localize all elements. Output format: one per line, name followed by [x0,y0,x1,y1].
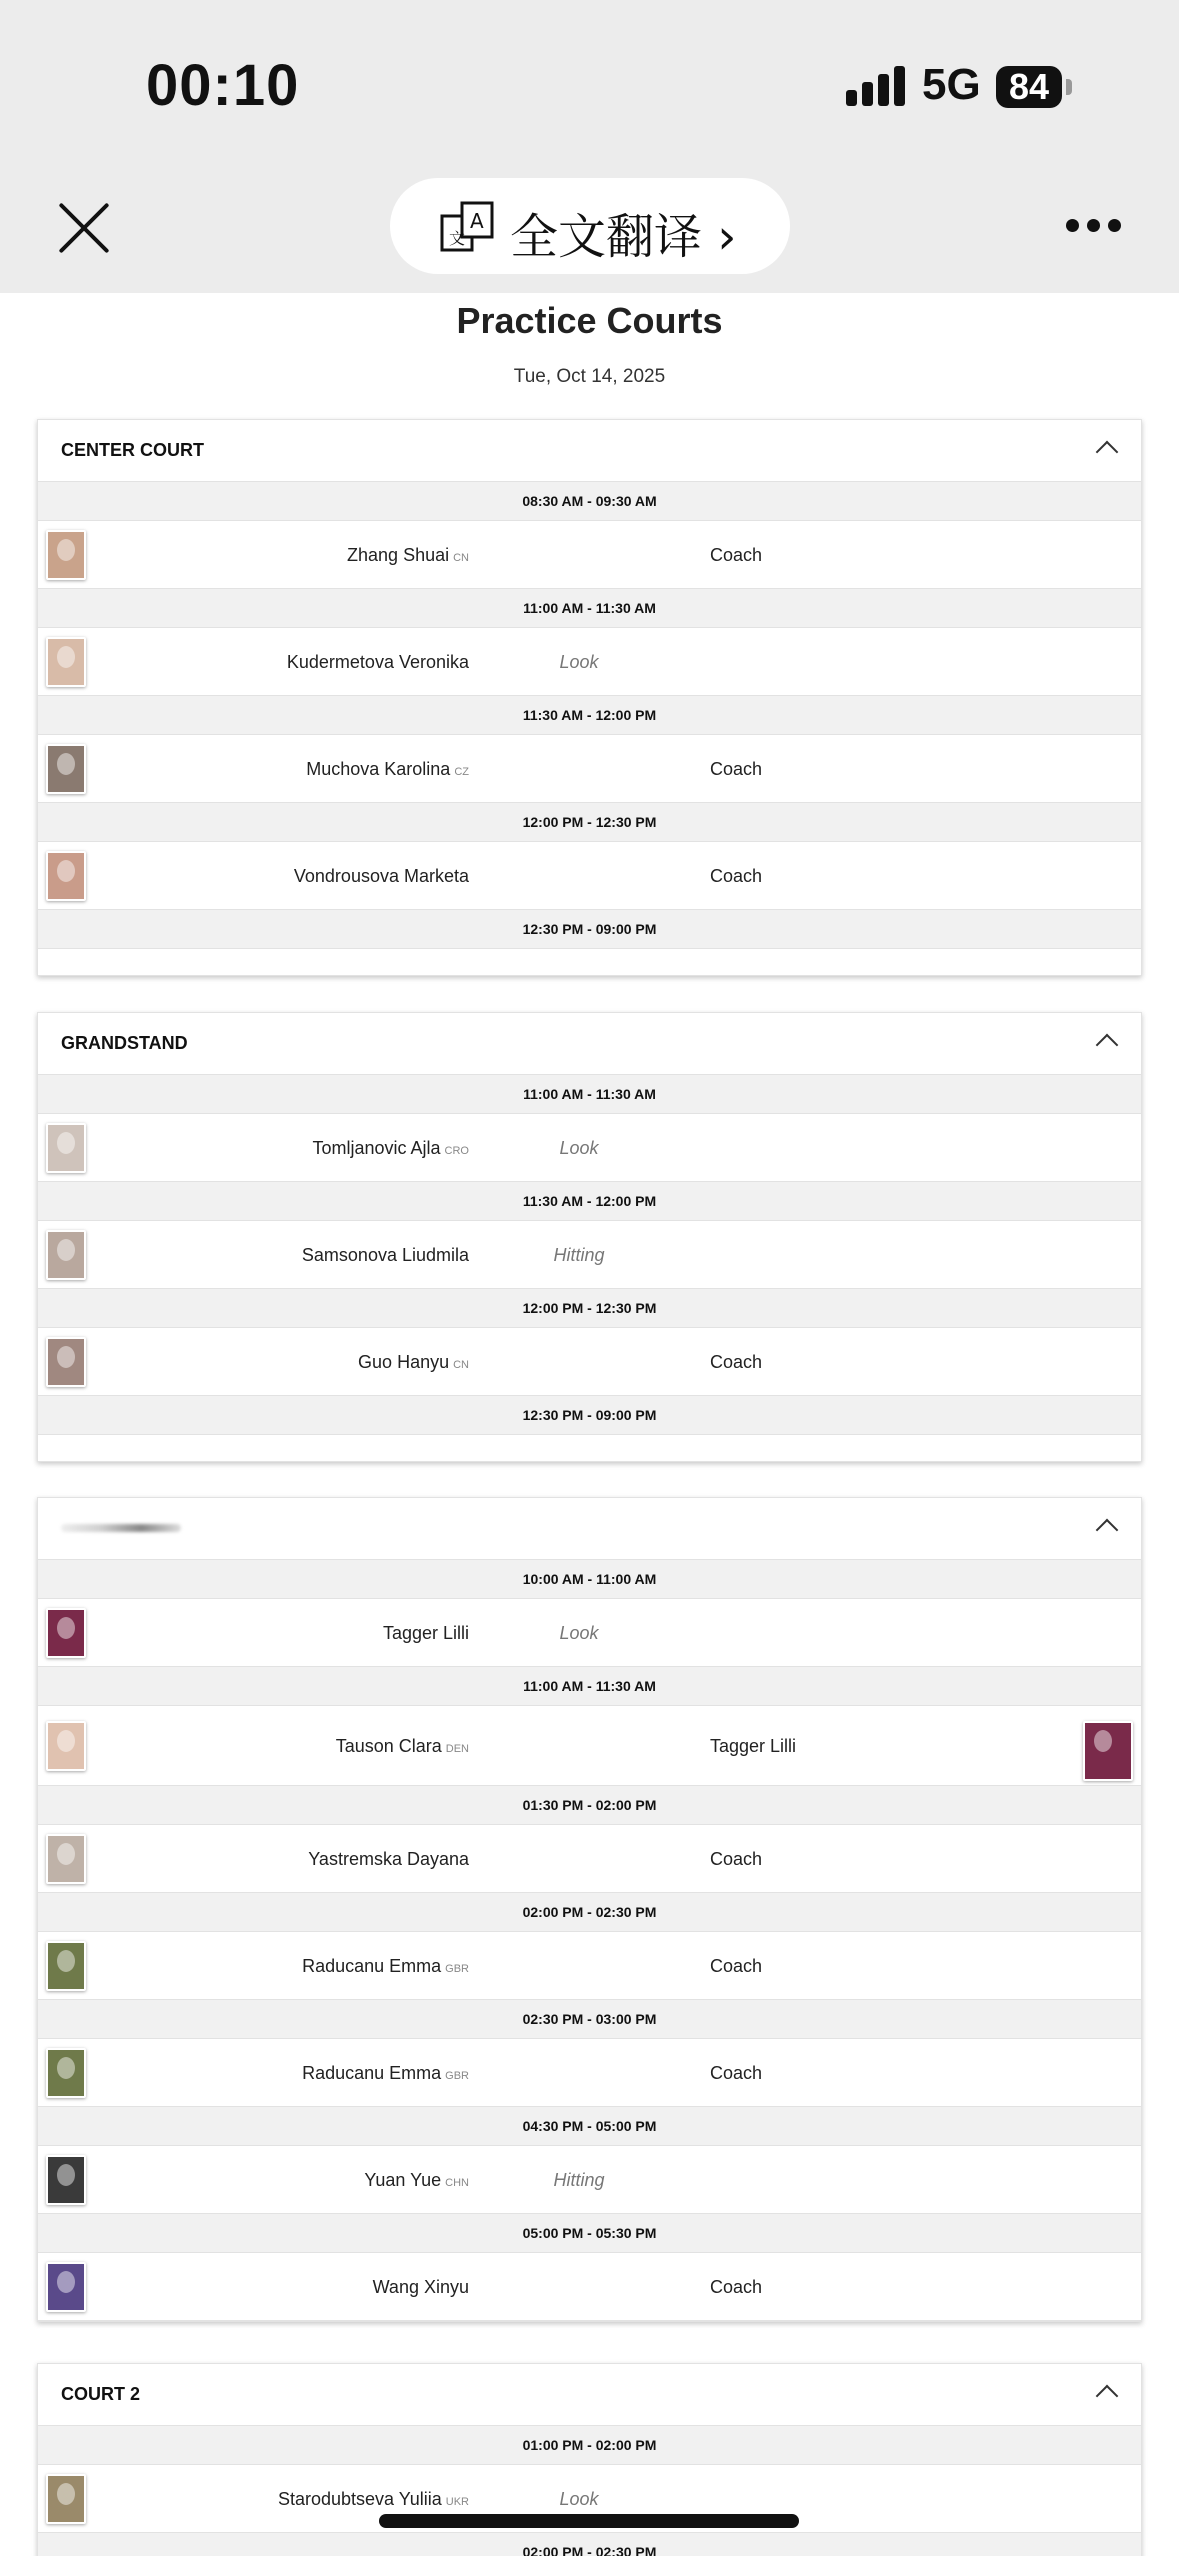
partner-name: Coach [710,545,763,565]
time-slot: 11:30 AM - 12:00 PM [38,1182,1141,1221]
partner-name: Coach [710,1352,763,1372]
more-options-button[interactable] [1066,219,1122,233]
player-country: GBR [445,2070,469,2082]
activity-label: Hitting [553,1245,605,1265]
player-name[interactable] [302,2039,469,2110]
player-country: CRO [444,1145,469,1157]
activity-label: Look [559,2489,599,2509]
svg-text:文: 文 [449,229,466,248]
player-name[interactable] [302,1932,469,2003]
player-name-text: Raducanu Emma [302,2063,442,2083]
court-card [37,419,1142,976]
time-slot: 02:00 PM - 02:30 PM [38,1893,1141,1932]
practice-row[interactable] [38,1114,1141,1182]
signal-icon [846,66,906,106]
battery-nub [1066,79,1072,95]
player-name-text: Yuan Yue [364,2170,442,2190]
player-name-text: Zhang Shuai [347,545,450,565]
time-slot: 02:00 PM - 02:30 PM [38,2533,1141,2556]
time-slot: 12:00 PM - 12:30 PM [38,803,1141,842]
home-indicator [379,2514,799,2528]
translate-icon [440,200,494,254]
player-name[interactable] [364,2146,469,2217]
svg-text:A: A [470,209,484,233]
player-country: UKR [445,2496,469,2508]
player-country: CHN [445,2177,469,2189]
court-name [61,1524,181,1532]
partner-name: Coach [710,2277,763,2297]
player-name-text: Guo Hanyu [358,1352,450,1372]
time-slot: 01:00 PM - 02:00 PM [38,2426,1141,2465]
player-avatar [46,2048,86,2098]
practice-row[interactable] [38,521,1141,589]
activity-label: Look [559,1138,599,1158]
practice-row[interactable] [38,628,1141,696]
translate-label: 全文翻译 › [510,209,737,265]
player-name[interactable] [373,2253,469,2321]
time-slot: 08:30 AM - 09:30 AM [38,482,1141,521]
page-title: Practice Courts [456,300,723,341]
player-avatar [46,1941,86,1991]
court-header[interactable] [38,2364,1141,2426]
page-date: Tue, Oct 14, 2025 [513,366,666,387]
player-name[interactable] [287,628,469,696]
time-slot: 01:30 PM - 02:00 PM [38,1786,1141,1825]
player-avatar [46,530,86,580]
court-header[interactable] [38,1498,1141,1560]
player-country: DEN [445,1743,469,1755]
partner-name: Coach [710,759,763,779]
practice-row[interactable] [38,1328,1141,1396]
chevron-up-icon[interactable] [1096,441,1119,464]
player-name-text: Starodubtseva Yuliia [277,2489,442,2509]
time-slot: 12:30 PM - 09:00 PM [38,1396,1141,1435]
player-name-text: Yastremska Dayana [308,1849,469,1869]
status-time: 00:10 [146,53,300,118]
practice-row[interactable] [38,2253,1141,2321]
player-name[interactable] [347,521,469,592]
activity-label: Look [559,652,599,672]
player-name-text: Muchova Karolina [306,759,451,779]
player-avatar [46,2474,86,2524]
partner-name: Coach [710,1956,763,1976]
empty-row [38,1435,1141,1461]
player-avatar [46,744,86,794]
player-avatar [46,1721,86,1771]
court-card [37,1497,1142,2322]
player-name[interactable] [308,1825,469,1893]
player-name-text: Wang Xinyu [372,2277,469,2297]
practice-row[interactable] [38,1706,1141,1786]
player-country: CN [453,552,469,564]
court-card [37,1012,1142,1462]
court-header[interactable] [38,420,1141,482]
activity-label: Hitting [553,2170,605,2190]
partner-name: Coach [710,866,763,886]
partner-name: Coach [710,1849,763,1869]
time-slot: 11:00 AM - 11:30 AM [38,1075,1141,1114]
practice-row[interactable] [38,1221,1141,1289]
partner-avatar [1083,1721,1133,1781]
player-name-text: Tagger Lilli [382,1623,469,1643]
partner-name: Tagger Lilli [710,1736,797,1756]
player-name-text: Tomljanovic Ajla [312,1138,441,1158]
practice-row[interactable] [38,2146,1141,2214]
player-name-text: Samsonova Liudmila [301,1245,469,1265]
player-name[interactable] [336,1706,469,1789]
chevron-up-icon[interactable] [1096,1519,1119,1542]
partner-name: Coach [710,2063,763,2083]
battery-icon: 84 [996,66,1062,108]
player-name[interactable] [306,735,469,806]
court-header[interactable] [38,1013,1141,1075]
practice-row[interactable] [38,842,1141,910]
player-name[interactable] [383,1599,469,1667]
activity-label: Look [559,1623,599,1643]
time-slot: 05:00 PM - 05:30 PM [38,2214,1141,2253]
player-name[interactable] [312,1114,469,1185]
practice-row[interactable] [38,735,1141,803]
player-country: CN [453,1359,469,1371]
player-name-text: Raducanu Emma [302,1956,442,1976]
player-name-text: Vondrousova Marketa [293,866,469,886]
time-slot: 04:30 PM - 05:00 PM [38,2107,1141,2146]
court-name: CENTER COURT [61,440,204,460]
player-avatar [46,1337,86,1387]
time-slot: 02:30 PM - 03:00 PM [38,2000,1141,2039]
practice-row[interactable] [38,1825,1141,1893]
player-avatar [46,1834,86,1884]
player-name[interactable] [302,1221,469,1289]
close-button[interactable] [56,200,112,256]
practice-row[interactable] [38,1932,1141,2000]
chevron-up-icon[interactable] [1096,2385,1119,2408]
player-avatar [46,1123,86,1173]
player-avatar [46,637,86,687]
empty-row [38,949,1141,975]
network-type: 5G [922,60,981,109]
time-slot: 11:30 AM - 12:00 PM [38,696,1141,735]
player-avatar [46,2155,86,2205]
player-avatar [46,1230,86,1280]
time-slot: 12:00 PM - 12:30 PM [38,1289,1141,1328]
player-name-text: Kudermetova Veronika [286,652,469,672]
translate-button[interactable] [390,178,790,274]
court-name: GRANDSTAND [61,1033,188,1053]
time-slot: 10:00 AM - 11:00 AM [38,1560,1141,1599]
practice-row[interactable] [38,1599,1141,1667]
player-country: GBR [445,1963,469,1975]
player-avatar [46,2262,86,2312]
time-slot: 11:00 AM - 11:30 AM [38,1667,1141,1706]
player-avatar [46,1608,86,1658]
player-name[interactable] [358,1328,469,1399]
player-country: CZ [454,766,469,778]
practice-row[interactable] [38,2039,1141,2107]
court-name: COURT 2 [61,2384,141,2404]
time-slot: 11:00 AM - 11:30 AM [38,589,1141,628]
top-bar [0,0,1179,293]
chevron-up-icon[interactable] [1096,1034,1119,1057]
player-name[interactable] [294,842,469,910]
player-avatar [46,851,86,901]
player-name-text: Tauson Clara [335,1736,442,1756]
time-slot: 12:30 PM - 09:00 PM [38,910,1141,949]
